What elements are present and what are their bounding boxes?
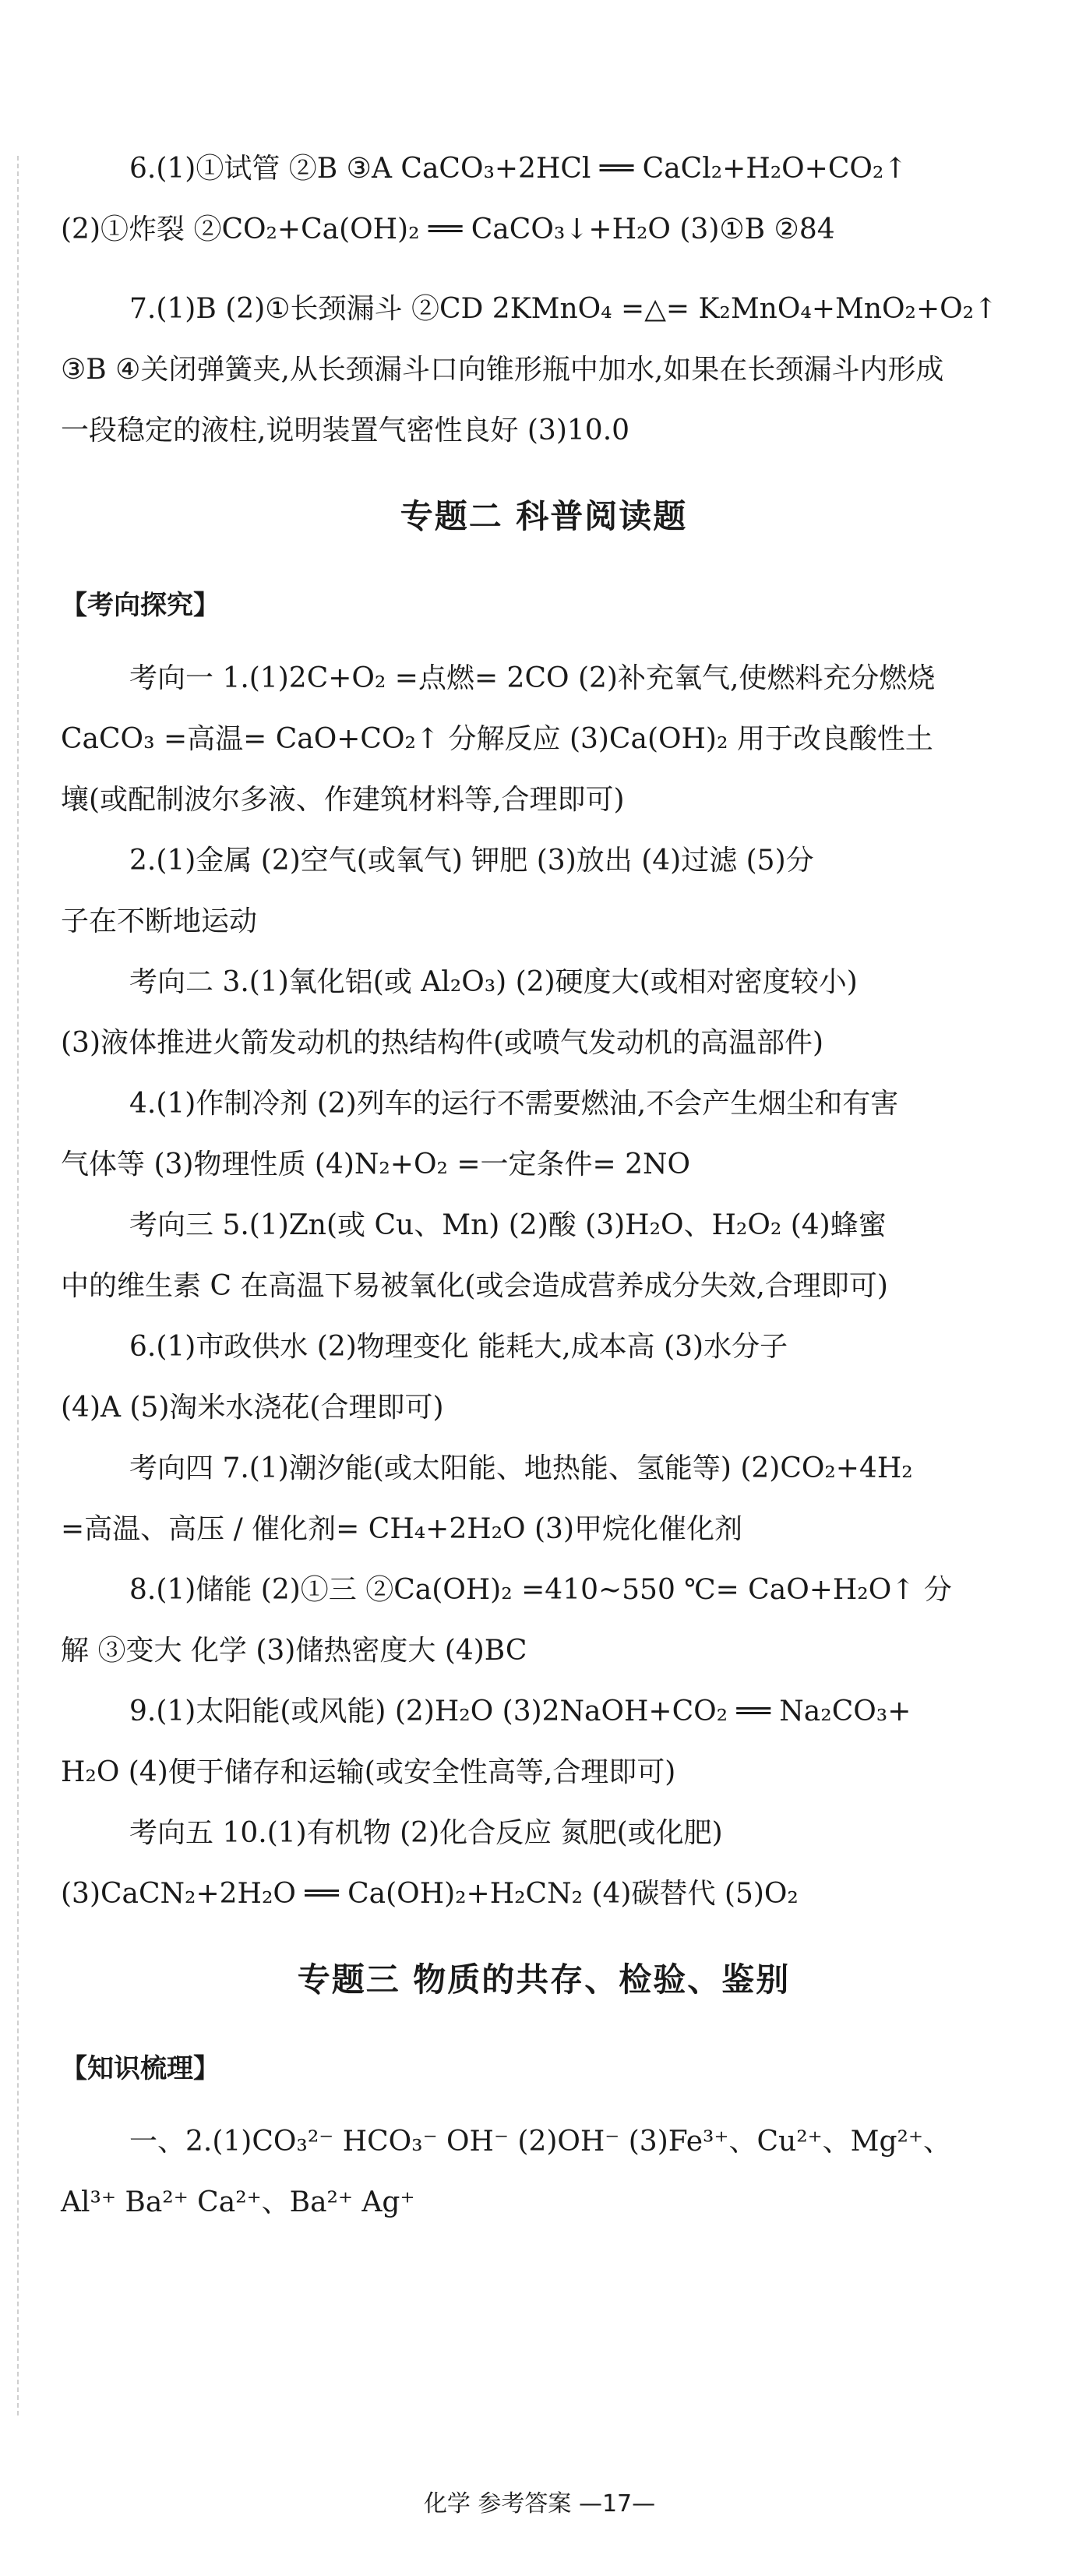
text-line: 考向一 1.(1)2C+O₂ =点燃= 2CO (2)补充氧气,使燃料充分燃烧: [129, 662, 936, 694]
section-heading: 【知识梳理】: [61, 2053, 220, 2084]
text-line: 7.(1)B (2)①长颈漏斗 ②CD 2KMnO₄ =△= K₂MnO₄+MnO₂+O₂↑: [129, 293, 998, 325]
text-line: (3)CaCN₂+2H₂O ══ Ca(OH)₂+H₂CN₂ (4)碳替代 (5)O₂: [61, 1878, 799, 1910]
text-line: ③B ④关闭弹簧夹,从长颈漏斗口向锥形瓶中加水,如果在长颈漏斗内形成: [61, 354, 944, 386]
text-line: 中的维生素 C 在高温下易被氧化(或会造成营养成分失效,合理即可): [61, 1270, 888, 1302]
text-line: 6.(1)①试管 ②B ③A CaCO₃+2HCl ══ CaCl₂+H₂O+CO₂↑: [129, 153, 908, 185]
text-line: 2.(1)金属 (2)空气(或氧气) 钾肥 (3)放出 (4)过滤 (5)分: [129, 845, 814, 877]
section-title: 专题三 物质的共存、检验、鉴别: [297, 1960, 791, 1999]
text-line: (3)液体推进火箭发动机的热结构件(或喷气发动机的高温部件): [61, 1027, 824, 1059]
text-line: (2)①炸裂 ②CO₂+Ca(OH)₂ ══ CaCO₃↓+H₂O (3)①B ②84: [61, 213, 835, 245]
text-line: H₂O (4)便于储存和运输(或安全性高等,合理即可): [61, 1756, 676, 1788]
text-line: 一段稳定的液柱,说明装置气密性良好 (3)10.0: [61, 415, 630, 446]
text-line: 6.(1)市政供水 (2)物理变化 能耗大,成本高 (3)水分子: [129, 1331, 788, 1363]
content-area: [61, 139, 1027, 2233]
text-line: 考向五 10.(1)有机物 (2)化合反应 氮肥(或化肥): [129, 1817, 723, 1849]
text-line: =高温、高压 / 催化剂= CH₄+2H₂O (3)甲烷化催化剂: [61, 1513, 743, 1545]
section-heading: 【考向探究】: [61, 590, 220, 621]
text-line: (4)A (5)淘米水浇花(合理即可): [61, 1392, 444, 1424]
text-line: Al³⁺ Ba²⁺ Ca²⁺、Ba²⁺ Ag⁺: [61, 2186, 415, 2218]
text-line: 气体等 (3)物理性质 (4)N₂+O₂ =一定条件= 2NO: [61, 1149, 691, 1180]
text-line: 考向二 3.(1)氧化铝(或 Al₂O₃) (2)硬度大(或相对密度较小): [129, 966, 858, 998]
text-line: 一、2.(1)CO₃²⁻ HCO₃⁻ OH⁻ (2)OH⁻ (3)Fe³⁺、Cu²⁺、Mg²⁺、: [129, 2126, 951, 2158]
text-line: 考向四 7.(1)潮汐能(或太阳能、地热能、氢能等) (2)CO₂+4H₂: [129, 1452, 913, 1484]
text-line: 8.(1)储能 (2)①三 ②Ca(OH)₂ =410~550 ℃= CaO+H₂O↑ 分: [129, 1574, 952, 1606]
text-line: 4.(1)作制冷剂 (2)列车的运行不需要燃油,不会产生烟尘和有害: [129, 1088, 899, 1120]
text-line: 9.(1)太阳能(或风能) (2)H₂O (3)2NaOH+CO₂ ══ Na₂CO₃+: [129, 1696, 912, 1727]
page-footer: 化学 参考答案 —17—: [423, 2490, 656, 2518]
binding-margin-line: [17, 156, 19, 2415]
text-line: 解 ③变大 化学 (3)储热密度大 (4)BC: [61, 1635, 527, 1667]
text-line: 考向三 5.(1)Zn(或 Cu、Mn) (2)酸 (3)H₂O、H₂O₂ (4)蜂蜜: [129, 1209, 887, 1241]
text-line: CaCO₃ =高温= CaO+CO₂↑ 分解反应 (3)Ca(OH)₂ 用于改良酸性土: [61, 723, 933, 755]
text-line: 壤(或配制波尔多液、作建筑材料等,合理即可): [61, 784, 625, 816]
section-title: 专题二 科普阅读题: [400, 497, 688, 535]
text-line: 子在不断地运动: [61, 905, 258, 937]
